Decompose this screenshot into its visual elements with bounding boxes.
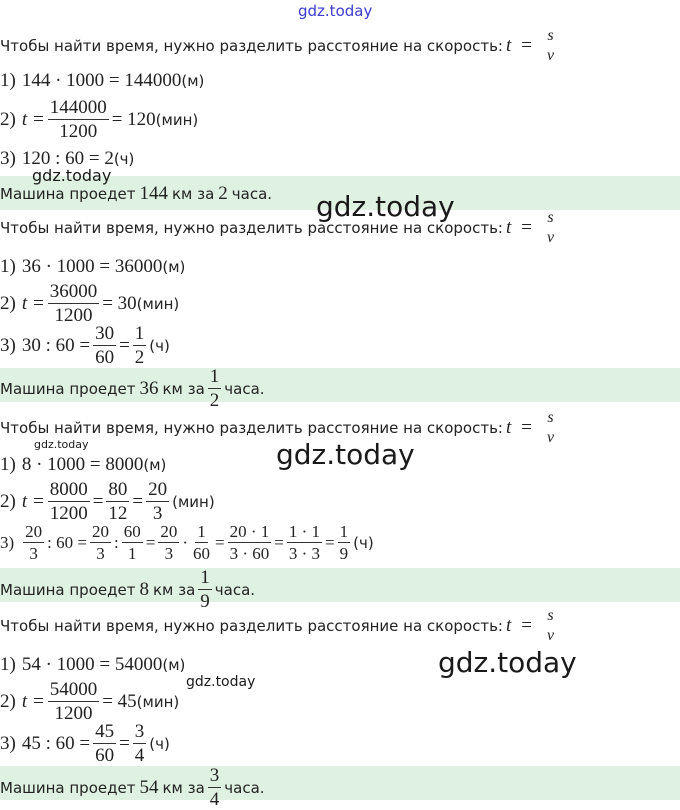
fraction-3 [146,480,169,523]
step-number: 2) [0,490,16,512]
watermark-small-3: gdz.today [186,674,256,690]
watermark-small-2: gdz.today [34,438,89,451]
intro-line-1 [0,28,559,64]
fraction-num: 20 [160,522,178,541]
formula-den: v [546,429,555,446]
formula-fraction [545,410,556,446]
step-lhs: t = [21,292,45,314]
formula-eq: = [521,35,532,56]
fraction-num: 20 · 1 [229,522,270,541]
s3-answer [0,568,255,611]
unit-h: (ч) [353,533,374,552]
s2-answer [0,367,265,410]
s3-step1 [0,454,166,476]
step-number: 3) [0,148,16,169]
answer-pre: Машина проедет [0,778,136,797]
s1-step2 [0,98,198,141]
fraction-2 [106,480,129,523]
answer-pre: Машина проедет [0,379,136,398]
formula-den: v [546,47,555,64]
answer-fraction [208,367,222,410]
fraction-num: 45 [95,721,115,742]
step-number: 3) [0,532,15,552]
fraction-num: 80 [108,479,128,500]
step-lhs: t = [21,108,45,130]
fraction-num: 1 [134,323,145,344]
watermark-small-1: gdz.today [32,166,112,185]
formula-num: s [547,27,554,44]
fraction-den: 3 · 60 [229,544,270,563]
fraction-den: 1 [127,544,137,563]
fraction-num: 8000 [49,479,88,500]
answer-mid: км за [152,580,196,599]
fraction-den: 60 [95,347,115,368]
fraction-den: 1200 [49,503,88,524]
answer-mid: км за [162,778,205,797]
intro-text: Чтобы найти время, нужно разделить расстояние на скорость: [0,219,503,237]
intro-line-4 [0,608,559,644]
fraction-num: 20 [25,522,43,541]
answer-mid: км за [171,185,215,203]
fraction-den: 12 [108,503,128,524]
equals: = [325,532,335,552]
unit-m: (м) [181,72,205,90]
fraction-den: 1200 [59,121,98,142]
formula-num: s [547,409,554,426]
fraction-c [122,523,143,562]
fraction [48,680,100,723]
fraction-1 [93,324,116,367]
equals: = [119,732,130,754]
formula-den: v [546,627,555,644]
answer-fraction [208,766,222,809]
answer-km: 36 [139,377,159,399]
unit-h: (ч) [113,150,135,168]
fraction-num: 20 [91,522,109,541]
formula-t: t [505,615,512,636]
answer-value: 2 [218,183,228,204]
watermark-large-3: gdz.today [438,646,577,679]
answer-km: 144 [139,183,168,204]
fraction-den: 1200 [54,305,93,326]
fraction-num: 36000 [49,281,98,302]
watermark-large-2: gdz.today [276,438,415,471]
fraction-num: 54000 [49,679,98,700]
answer-mid: км за [162,379,205,398]
formula-eq: = [521,615,532,636]
unit-min: (мин) [136,692,180,711]
operator: : [113,532,119,552]
fraction-num: 1 [339,522,349,541]
fraction-num: 144000 [49,97,107,118]
formula-den: v [546,229,555,246]
formula-t: t [505,35,512,56]
step-lhs: t = [21,490,45,512]
unit-min: (мин) [155,110,199,129]
fraction-1 [48,480,90,523]
fraction-h [338,523,351,562]
s3-step3 [0,523,374,562]
fraction-num: 3 [209,765,220,786]
formula-num: s [547,209,554,226]
unit-m: (м) [162,656,186,674]
operator: · [182,532,188,552]
s2-step2 [0,282,179,325]
fraction-den: 60 [192,544,210,563]
fraction-den: 2 [134,347,145,368]
fraction [48,98,109,141]
formula-fraction [545,210,556,246]
watermark-top: gdz.today [298,2,373,20]
intro-line-3 [0,410,559,446]
step-expression: 36 · 1000 = 36000 [21,256,163,277]
unit-min: (мин) [136,294,180,313]
fraction-den: 4 [134,745,145,766]
step-rhs: = 120 [111,108,156,130]
fraction-num: 20 [148,479,168,500]
fraction-2 [133,324,147,367]
operator: : 60 = [47,532,87,552]
unit-min: (мин) [172,492,215,511]
s2-step3 [0,324,170,367]
fraction-1 [93,722,116,765]
step-expression: 144 · 1000 = 144000 [21,70,182,91]
step-number: 3) [0,334,16,356]
fraction-num: 1 [197,522,206,541]
formula-t: t [505,217,512,238]
step-lhs: t = [21,690,45,712]
fraction-den: 3 [164,544,174,563]
s2-step1 [0,256,185,278]
fraction-e [191,523,212,562]
step-number: 2) [0,690,16,712]
s4-step1 [0,654,185,676]
unit-m: (м) [143,456,167,474]
unit-h: (ч) [149,336,170,355]
unit-h: (ч) [149,734,170,753]
step-rhs: = 45 [102,690,137,712]
equals: = [274,532,284,552]
fraction-b [90,523,111,562]
watermark-large-1: gdz.today [316,190,455,223]
equals: = [119,334,130,356]
s4-step2 [0,680,179,723]
fraction-num: 60 [123,522,141,541]
fraction-a [23,523,44,562]
answer-pre: Машина проедет [0,580,136,599]
answer-pre: Машина проедет [0,185,136,203]
step-number: 2) [0,292,16,314]
s1-step1 [0,70,204,92]
equals: = [214,532,225,552]
answer-fraction [198,568,212,611]
fraction-d [158,523,179,562]
formula-eq: = [521,217,532,238]
step-number: 1) [0,654,16,675]
fraction-den: 3 [152,503,163,524]
step-expression: 120 : 60 = 2 [21,148,114,169]
equals: = [132,490,144,512]
s1-answer [0,183,272,205]
intro-line-2 [0,210,559,246]
fraction-den: 3 [29,544,38,563]
fraction-den: 1200 [54,703,93,724]
fraction-num: 3 [134,721,145,742]
fraction-den: 4 [209,789,220,810]
step-number: 1) [0,454,16,475]
step-number: 3) [0,732,16,754]
fraction-g [287,523,322,562]
formula-fraction [545,608,556,644]
fraction-den: 9 [339,544,349,563]
s4-step3 [0,722,170,765]
step-number: 2) [0,108,16,130]
answer-km: 8 [139,578,149,600]
fraction-num: 1 [209,366,220,387]
answer-km: 54 [139,776,159,798]
answer-post: часа. [231,185,273,203]
fraction-num: 1 [200,567,210,588]
fraction-f [228,523,272,562]
fraction-den: 3 · 3 [288,544,321,563]
step-rhs: = 30 [102,292,137,314]
fraction-num: 30 [95,323,115,344]
answer-post: часа. [224,379,265,398]
formula-eq: = [521,417,532,438]
fraction-den: 9 [200,591,210,612]
intro-text: Чтобы найти время, нужно разделить расстояние на скорость: [0,419,503,437]
fraction-den: 2 [209,390,220,411]
formula-num: s [547,607,554,624]
equals: = [92,490,104,512]
answer-post: часа. [214,580,256,599]
formula-t: t [505,417,512,438]
step-lhs: 30 : 60 = [21,334,91,356]
fraction-den: 3 [96,544,105,563]
fraction-2 [133,722,147,765]
formula-fraction [545,28,556,64]
s3-step2 [0,480,215,523]
fraction-num: 1 · 1 [288,522,321,541]
equals: = [145,532,156,552]
step-expression: 8 · 1000 = 8000 [21,454,144,475]
unit-m: (м) [162,258,186,276]
fraction [48,282,100,325]
s1-step3 [0,148,134,170]
answer-post: часа. [224,778,265,797]
step-expression: 54 · 1000 = 54000 [21,654,163,675]
step-number: 1) [0,70,16,91]
fraction-den: 60 [95,745,115,766]
step-number: 1) [0,256,16,277]
intro-text: Чтобы найти время, нужно разделить расстояние на скорость: [0,37,503,55]
intro-text: Чтобы найти время, нужно разделить расстояние на скорость: [0,617,503,635]
step-lhs: 45 : 60 = [21,732,91,754]
s4-answer [0,766,265,809]
